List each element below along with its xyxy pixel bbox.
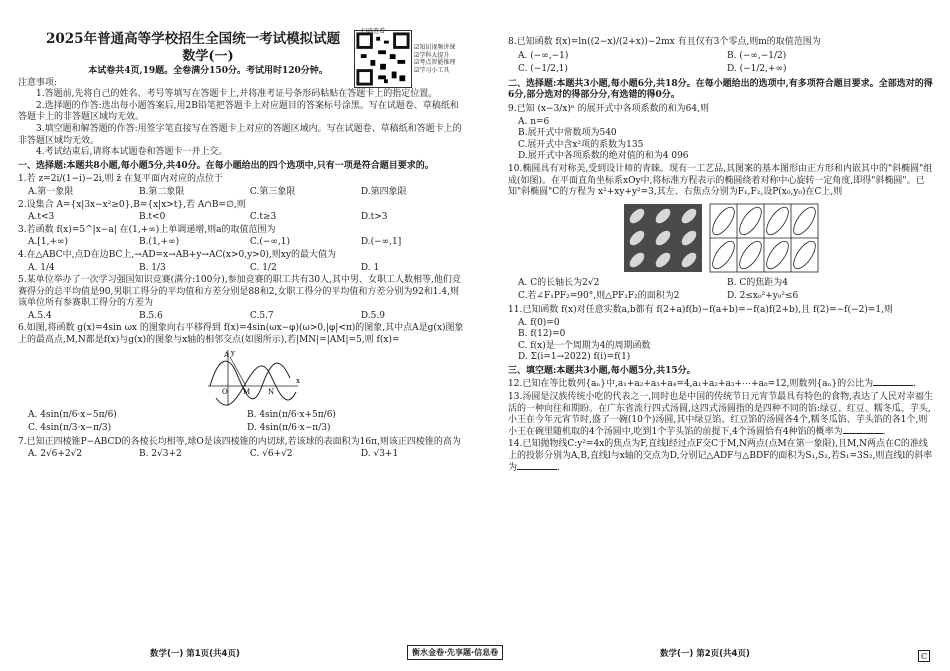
label-m: M [243, 387, 251, 396]
option-c: C. 4sin(π/3·x−π/3) [28, 423, 112, 434]
footer-right: 数学(一) 第2页(共4页) [660, 649, 750, 659]
right-page [508, 36, 936, 632]
question-4: 4.在△ABC中,点D在边BC上,→AD=x→AB+y→AC(x>0,y>0),则xy的最大值为 [18, 249, 336, 260]
label-x: x [296, 376, 300, 385]
option-c: C. (−1/2,1) [518, 64, 568, 75]
note-2: 2.选择题的作答:选出每小题答案后,用2B铅笔把答题卡上对应题目的答案标号涂黑。写在试题卷、草稿纸和答题卡上的非答题区域均无效。 [18, 100, 459, 123]
patterned-tile [624, 204, 702, 272]
corner-mark: C [918, 650, 930, 662]
section-1-heading: 一、选择题:本题共8小题,每小题5分,共40分。在每小题给出的四个选项中,只有一项是符合题目要求的。 [18, 160, 434, 171]
option-d: D. 2≤x₀²+y₀²≤6 [727, 291, 799, 302]
exam-subtitle: 数学(一) [182, 49, 234, 64]
q1-options [18, 187, 466, 199]
option-b: B.展开式中常数项为540 [518, 128, 617, 139]
qr-code-icon[interactable] [354, 30, 412, 88]
option-b: B. 2√3+2 [138, 449, 182, 460]
option-a: A. 1/4 [28, 262, 55, 273]
footer-left: 数学(一) 第1页(共4页) [150, 649, 240, 659]
notes-heading: 注意事项: [18, 77, 58, 88]
q9-options [508, 117, 936, 163]
question-13: 13.汤圆是汉族传统小吃的代表之一,同时也是中国的传统节日元宵节最具有特色的食物,表达了人民对幸福生活的一种向往和期盼。在广东省流行四式汤圆,这四式汤圆指的是四种不同的馅:绿豆、红豆、糯冬瓜、芋头,小王在今年元宵节时,盛了一碗(10个)汤圆,其中绿豆馅、红豆馅的汤圆各4个,糯冬瓜馅、芋头馅的各1个,则小王在碗里随机取的4个汤圆中,吃到1个芋头馅的前提下,4个汤圆恰有4种馅的概率为 . [508, 392, 934, 437]
question-11: 11.已知函数 f(x)对任意实数a,b都有 f(2+a)f(b)−f(a+b)=−f(a)f(2+b),且 f(2)=−f(−2)=1,则 [508, 304, 893, 315]
question-1: 1.若 z=2i/(1−i)−2i,则 z̄ 在复平面内对应的点位于 [18, 174, 224, 185]
label-n: N [268, 387, 275, 396]
segment-am [230, 357, 246, 386]
qr-item: ☑学习小工具 [414, 66, 450, 74]
q7-options [18, 449, 466, 461]
q10-options [508, 277, 936, 304]
option-b: B. 1/3 [138, 262, 166, 273]
option-d: D. 4sin(π/6·x−π/3) [247, 423, 331, 434]
q5-options [18, 311, 466, 323]
question-7: 7.已知正四棱锥P−ABCD的各棱长均相等,球O是该四棱锥的内切球,若该球的表面积为16π,则该正四棱锥的高为 [18, 436, 461, 447]
option-d: D.展开式中各项系数的绝对值的和为4 096 [518, 151, 689, 162]
question-6: 6.如图,将函数 g(x)=4sin ωx 的图象向右平移得到 f(x)=4sin(ωx−φ)(ω>0,|φ|<π)的图象,其中点A是g(x)图象上的最高点,M,N都是f(x)与g(x)的图象与x轴的相邻交点(如图所示),若|MN|=|AM|=5,则 f(x)= [18, 323, 464, 346]
option-c: C.(−∞,1) [249, 237, 290, 248]
option-d: D. (−1/2,+∞) [727, 64, 787, 75]
option-d: D.5.9 [360, 310, 385, 321]
option-c: C.展开式中含x²项的系数为135 [518, 139, 644, 150]
option-a: A. C的长轴长为2√2 [518, 277, 600, 288]
left-page [18, 0, 466, 630]
ellipse-grid [709, 204, 820, 272]
question-9: 9.已知 (x−3/x)ⁿ 的展开式中各项系数的和为64,则 [508, 103, 709, 114]
option-c: C. √6+√2 [249, 449, 293, 460]
option-b: B.5.6 [138, 310, 163, 321]
option-a: A.5.4 [28, 310, 52, 321]
question-5: 5.某单位举办了一次学习强国知识竞赛(满分:100分),参加竞赛的职工共有30人,其中男、女职工人数相等,他们竞赛得分的总平均值是90,男职工得分的平均值和方差分别是88和2,女职工得分的平均值和方差分别为92和1.4,则该单位所有参赛职工得分的方差为 [18, 275, 461, 309]
option-d: D.(−∞,1] [360, 237, 402, 248]
footer-brand-stamp: 衡水金卷·先享题·信息卷 [407, 645, 503, 660]
option-a: A. (−∞,−1) [518, 50, 569, 61]
q3-options [18, 237, 466, 249]
section-3-heading: 三、填空题:本题共3小题,每小题5分,共15分。 [508, 365, 696, 376]
qr-feature-list [414, 44, 455, 74]
q2-options [18, 212, 466, 224]
question-10: 10.椭圆具有对称美,受到设计师的青睐。现有一工艺品,其图案的基本图形由正方形和内嵌其中的"斜椭圆"组成(如图)。在平面直角坐标系xOy中,将标准方程表示的椭圆绕着对称中心旋转一定角度,即得"斜椭圆"。已知"斜椭圆"C的方程为 x²+xy+y²=3,其左、右焦点分别为F₁,F₂,设P(x₀,y₀)在C上,则 [508, 163, 933, 198]
exam-info: 本试卷共4页,19题。全卷满分150分。考试用时120分钟。 [88, 66, 328, 76]
label-y: y [231, 348, 235, 357]
option-d: D.第四象限 [360, 186, 407, 197]
option-d: D. 1 [360, 262, 380, 273]
question-12: 12.已知在等比数列{aₙ}中,a₁+a₂+a₃+a₄=4,a₁+a₂+a₃+⋯+a₈=12,则数列{aₙ}的公比为 . [508, 379, 917, 390]
q4-options [18, 263, 466, 275]
note-4: 4.考试结束后,请将本试题卷和答题卡一并上交。 [36, 147, 228, 158]
label-a: A [224, 350, 230, 359]
option-c: C.5.7 [249, 310, 274, 321]
option-b: B. C的焦距为4 [727, 277, 788, 288]
question-2: 2.设集合 A={x|3x−x²≥0},B={x|x>t},若 A∩B=∅,则 [18, 199, 246, 210]
option-b: B.第二象限 [138, 186, 185, 197]
answer-blank[interactable] [517, 469, 557, 470]
section-2-heading: 二、选择题:本题共3小题,每小题6分,共18分。在每小题给出的选项中,有多项符合题目要求。全部选对的得6分,部分选对的得部分分,有选错的得0分。 [508, 78, 933, 101]
option-b: B. 4sin(π/6·x+5π/6) [247, 409, 336, 420]
option-a: A.[1,+∞) [28, 237, 69, 248]
exam-title: 2025年普通高等学校招生全国统一考试模拟试题 [46, 31, 341, 47]
option-c: C.第三象限 [249, 186, 296, 197]
option-b: B.(1,+∞) [138, 237, 180, 248]
sine-graph-figure [18, 348, 466, 408]
option-d: D. Σ(i=1→2022) f(i)=f(1) [518, 352, 631, 363]
option-d: D. √3+1 [360, 449, 399, 460]
note-3: 3.填空题和解答题的作答:用签字笔直接写在答题卡上对应的答题区域内。写在试题卷、草稿纸和答题卡上的非答题区域均无效。 [18, 123, 462, 146]
q8-options [508, 50, 936, 77]
option-b: B.t<0 [138, 212, 166, 223]
option-c: C.t≥3 [249, 212, 277, 223]
option-c: C. 1/2 [249, 262, 277, 273]
option-a: A.第一象限 [28, 186, 74, 197]
option-a: A.t<3 [28, 212, 55, 223]
option-c: C.若∠F₁PF₂=90°,则△PF₁F₂的面积为2 [518, 291, 680, 302]
option-a: A. 2√6+2√2 [28, 449, 83, 460]
label-o: O [222, 387, 228, 396]
option-b: B. f(12)=0 [518, 329, 566, 340]
option-c: C. f(x)是一个周期为4的周期函数 [518, 340, 651, 351]
question-8: 8.已知函数 f(x)=ln((2−x)/(2+x))−2mx 有且仅有3个零点,则m的取值范围为 [508, 37, 821, 47]
tilted-ellipse-figure [508, 200, 936, 276]
q11-options [508, 318, 936, 364]
question-14: 14.已知抛物线C:y²=4x的焦点为F,直线l经过点F交C于M,N两点(点M在第一象限),且M,N两点在C的准线上的投影分别为A,B,直线l与x轴的交点为D,分别记△ADF与△BDF的面积为S₁,S₂,若S₁=3S₂,则直线l的斜率为 . [508, 439, 933, 473]
option-a: A. f(0)=0 [518, 317, 560, 328]
qr-label: 扫码查看 [361, 28, 386, 35]
qr-item: ☑考点智能推理 [414, 59, 456, 66]
answer-blank[interactable] [843, 433, 883, 434]
option-a: A. 4sin(π/6·x−5π/6) [28, 409, 117, 420]
qr-item: ☑学科大提升 [414, 51, 450, 59]
option-d: D.t>3 [360, 212, 388, 223]
answer-blank[interactable] [873, 385, 913, 386]
option-b: B. (−∞,−1/2) [727, 50, 787, 61]
question-3: 3.若函数 f(x)=5^|x−a| 在(1,+∞)上单调递增,则a的取值范围为 [18, 224, 276, 235]
qr-item: ☑知识视频讲课 [414, 44, 456, 51]
note-1: 1.答题前,先将自己的姓名、考号等填写在答题卡上,并将准考证号条形码粘贴在答题卡上的指定位置。 [36, 89, 438, 100]
option-a: A. n=6 [518, 116, 550, 127]
q6-options [18, 409, 466, 436]
